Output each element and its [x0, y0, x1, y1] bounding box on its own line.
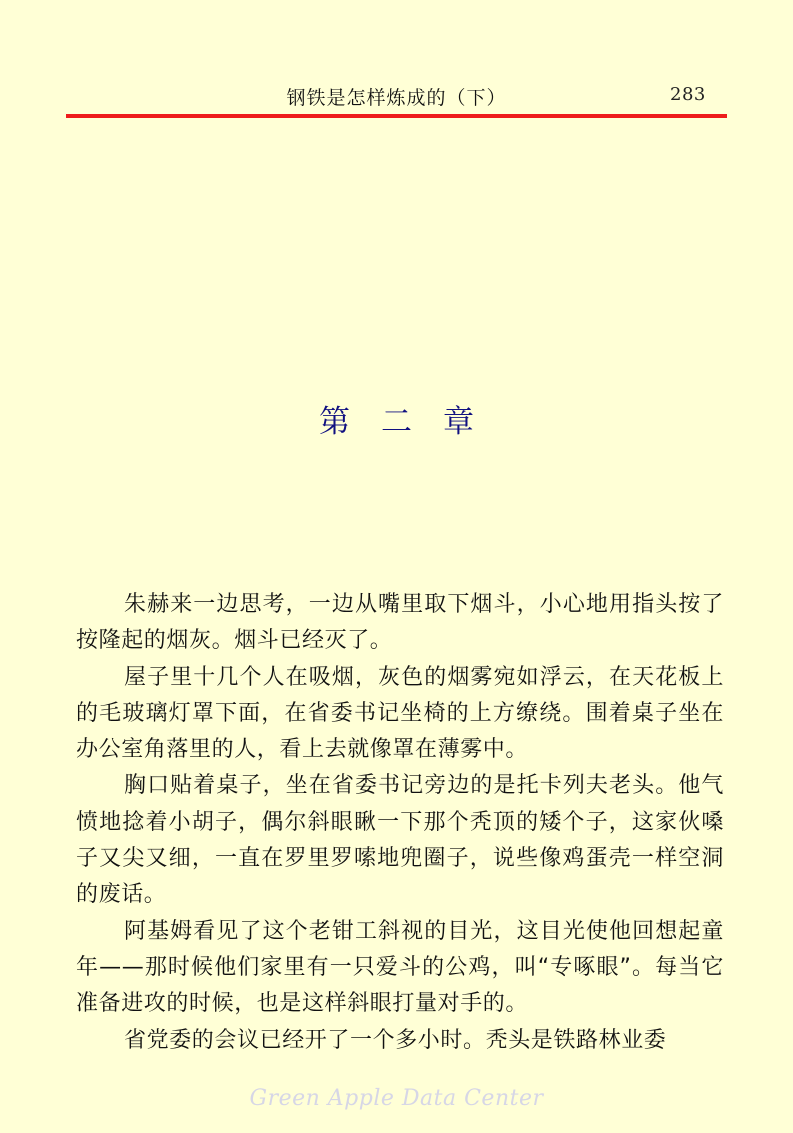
chapter-title: 第 二 章: [319, 404, 474, 440]
header-divider: [66, 114, 727, 118]
paragraph: 阿基姆看见了这个老钳工斜视的目光，这目光使他回想起童年——那时候他们家里有一只爱斗的公鸡，叫“专啄眼”。每当它准备进攻的时候，也是这样斜眼打量对手的。: [76, 918, 724, 1017]
paragraph: 胸口贴着桌子，坐在省委书记旁边的是托卡列夫老头。他气愤地捻着小胡子，偶尔斜眼瞅一下那个秃顶的矮个子，这家伙嗓子又尖又细，一直在罗里罗嗦地兜圈子，说些像鸡蛋壳一样空洞的废话。: [76, 773, 724, 908]
paragraph: 省党委的会议已经开了一个多小时。秃头是铁路林业委: [124, 1027, 667, 1053]
watermark: Green Apple Data Center: [249, 1086, 544, 1111]
paragraph: 屋子里十几个人在吸烟，灰色的烟雾宛如浮云，在天花板上的毛玻璃灯罩下面，在省委书记坐椅的上方缭绕。围着桌子坐在办公室角落里的人，看上去就像罩在薄雾中。: [76, 664, 724, 763]
body-text: [76, 587, 724, 1059]
running-header-title: 钢铁是怎样炼成的（下）: [286, 87, 507, 109]
page-number: 283: [670, 84, 706, 105]
paragraph: 朱赫来一边思考，一边从嘴里取下烟斗，小心地用指头按了按隆起的烟灰。烟斗已经灭了。: [76, 592, 724, 654]
